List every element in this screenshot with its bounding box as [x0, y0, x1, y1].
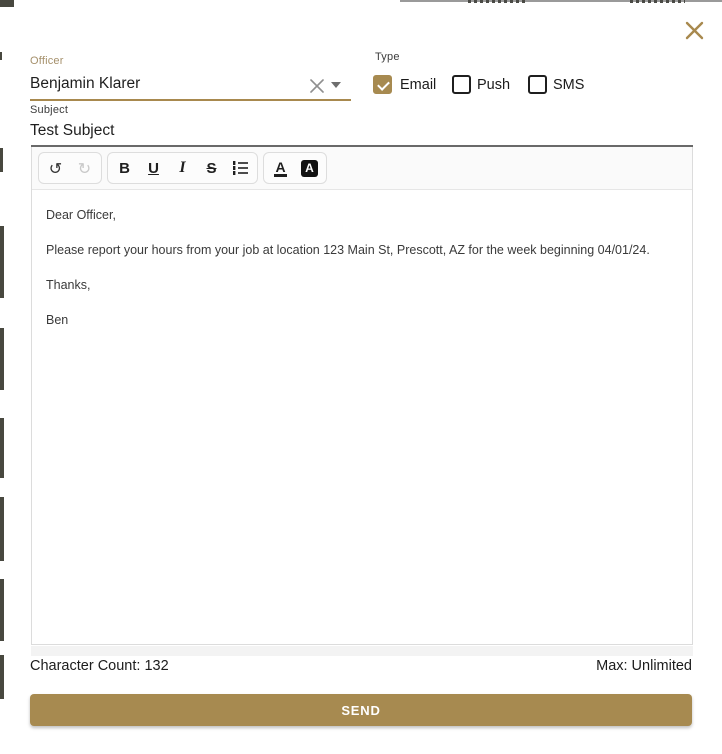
message-line: Thanks, — [46, 278, 91, 292]
background-artifact — [0, 148, 3, 172]
checkbox-push[interactable] — [452, 75, 471, 94]
toolbar-history-group — [38, 152, 102, 184]
background-artifact — [0, 328, 4, 390]
officer-dropdown-icon[interactable] — [331, 82, 341, 88]
background-artifact — [0, 579, 4, 641]
background-artifact — [0, 418, 4, 478]
background-artifact — [0, 655, 4, 699]
toolbar-color-group — [263, 152, 327, 184]
close-icon — [685, 21, 704, 40]
checkbox-email[interactable] — [373, 75, 392, 94]
bold-icon[interactable]: B — [119, 159, 130, 177]
clear-officer-icon[interactable] — [308, 77, 326, 95]
editor-toolbar — [32, 147, 692, 190]
message-line: Ben — [46, 313, 69, 327]
background-artifact — [468, 0, 526, 3]
subject-input[interactable]: Test Subject — [30, 122, 115, 139]
background-artifact — [630, 0, 685, 3]
undo-icon[interactable]: ↺ — [48, 158, 63, 178]
officer-label: Officer — [30, 55, 64, 67]
message-body-input[interactable] — [32, 190, 692, 328]
send-button[interactable]: SEND — [30, 694, 692, 726]
max-characters-label: Max: Unlimited — [596, 658, 692, 674]
type-label: Type — [375, 51, 400, 63]
character-count: Character Count: 132 — [30, 658, 169, 674]
italic-icon[interactable]: I — [179, 159, 186, 176]
underline-icon[interactable]: U — [148, 159, 159, 177]
strikethrough-icon[interactable]: S — [206, 159, 217, 177]
background-artifact — [0, 0, 14, 7]
text-color-icon[interactable]: A — [275, 158, 286, 175]
checkbox-sms[interactable] — [528, 75, 547, 94]
officer-field-underline — [30, 99, 351, 101]
toolbar-format-group — [107, 152, 258, 184]
checkbox-push-label: Push — [477, 77, 511, 93]
subject-label: Subject — [30, 104, 69, 116]
highlight-color-icon[interactable]: A — [295, 154, 324, 182]
checkbox-sms-label: SMS — [553, 77, 585, 93]
close-button[interactable] — [679, 15, 709, 45]
background-artifact — [0, 226, 4, 298]
checkbox-email-label: Email — [400, 77, 437, 93]
editor-footer-strip — [31, 646, 693, 656]
message-editor — [31, 147, 693, 645]
message-line: Please report your hours from your job at location 123 Main St, Prescott, AZ for the week beginning 04/01/24. — [46, 243, 650, 257]
officer-input[interactable]: Benjamin Klarer — [30, 75, 141, 92]
message-line: Dear Officer, — [46, 208, 116, 222]
redo-icon[interactable]: ↻ — [77, 158, 92, 178]
background-artifact — [0, 497, 4, 561]
ordered-list-icon[interactable] — [226, 154, 255, 182]
background-artifact — [0, 52, 2, 60]
